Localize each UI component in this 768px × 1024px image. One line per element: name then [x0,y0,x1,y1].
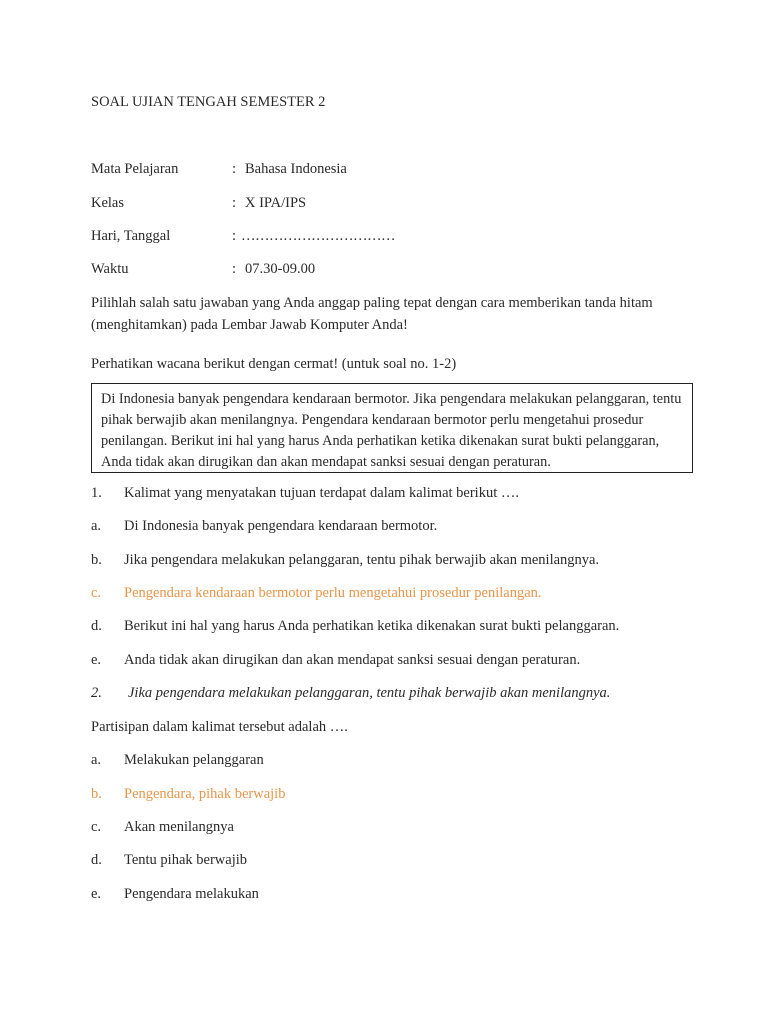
option-text: Pengendara melakukan [124,886,259,902]
meta-separator: : [232,161,237,177]
meta-separator: : [232,195,237,211]
meta-label-date: Hari, Tanggal [91,228,171,244]
meta-label-subject: Mata Pelajaran [91,161,179,177]
option-letter: d. [91,852,102,868]
option-text: Jika pengendara melakukan pelanggaran, tentu pihak berwajib akan menilangnya. [124,552,600,568]
option-letter: b. [91,552,102,568]
meta-value-time: 07.30-09.00 [245,261,316,277]
option-text: Berikut ini hal yang harus Anda perhatikan ketika dikenakan surat bukti pelanggaran. [124,618,620,634]
option-letter-answer: c. [91,585,102,601]
option-text: Akan menilangnya [124,819,234,835]
option-letter: e. [91,886,102,902]
meta-value-date: …………………………… [241,228,395,244]
option-letter: a. [91,752,102,768]
meta-label-class: Kelas [91,195,125,211]
question-number: 1. [91,485,102,501]
option-letter: a. [91,518,102,534]
option-text: Tentu pihak berwajib [124,852,248,868]
page-title: SOAL UJIAN TENGAH SEMESTER 2 [91,94,326,110]
question-text: Kalimat yang menyatakan tujuan terdapat dalam kalimat berikut …. [124,485,519,501]
option-text-answer: Pengendara kendaraan bermotor perlu mengetahui prosedur penilangan. [124,585,542,601]
option-text: Melakukan pelanggaran [124,752,264,768]
option-letter: e. [91,652,102,668]
option-letter: d. [91,618,102,634]
meta-label-time: Waktu [91,261,129,277]
question-quote: Jika pengendara melakukan pelanggaran, tentu pihak berwajib akan menilangnya. [128,685,611,701]
passage-intro: Perhatikan wacana berikut dengan cermat! (untuk soal no. 1-2) [91,356,457,372]
meta-separator: : [232,228,237,244]
option-letter: c. [91,819,102,835]
question-text: Partisipan dalam kalimat tersebut adalah …. [91,719,348,735]
question-number: 2. [91,685,102,701]
option-text: Di Indonesia banyak pengendara kendaraan bermotor. [124,518,438,534]
meta-value-class: X IPA/IPS [245,195,307,211]
option-text: Anda tidak akan dirugikan dan akan mendapat sanksi sesuai dengan peraturan. [124,652,581,668]
option-text-answer: Pengendara, pihak berwajib [124,786,286,802]
meta-value-subject: Bahasa Indonesia [245,161,347,177]
passage-box: Di Indonesia banyak pengendara kendaraan bermotor. Jika pengendara melakukan pelanggaran, tentu pihak berwajib akan menilangnya. Pengendara kendaraan bermotor perlu mengetahui prosedur penilangan. Berikut ini hal yang harus Anda perhatikan ketika dikenakan surat bukti pelanggaran, Anda tidak akan dirugikan dan akan mendapat sanksi sesuai dengan peraturan. [91,383,693,473]
option-letter-answer: b. [91,786,102,802]
meta-separator: : [232,261,237,277]
instruction-text: Pilihlah salah satu jawaban yang Anda anggap paling tepat dengan cara memberikan tanda hitam (menghitamkan) pada Lembar Jawab Komputer Anda! [91,295,653,333]
